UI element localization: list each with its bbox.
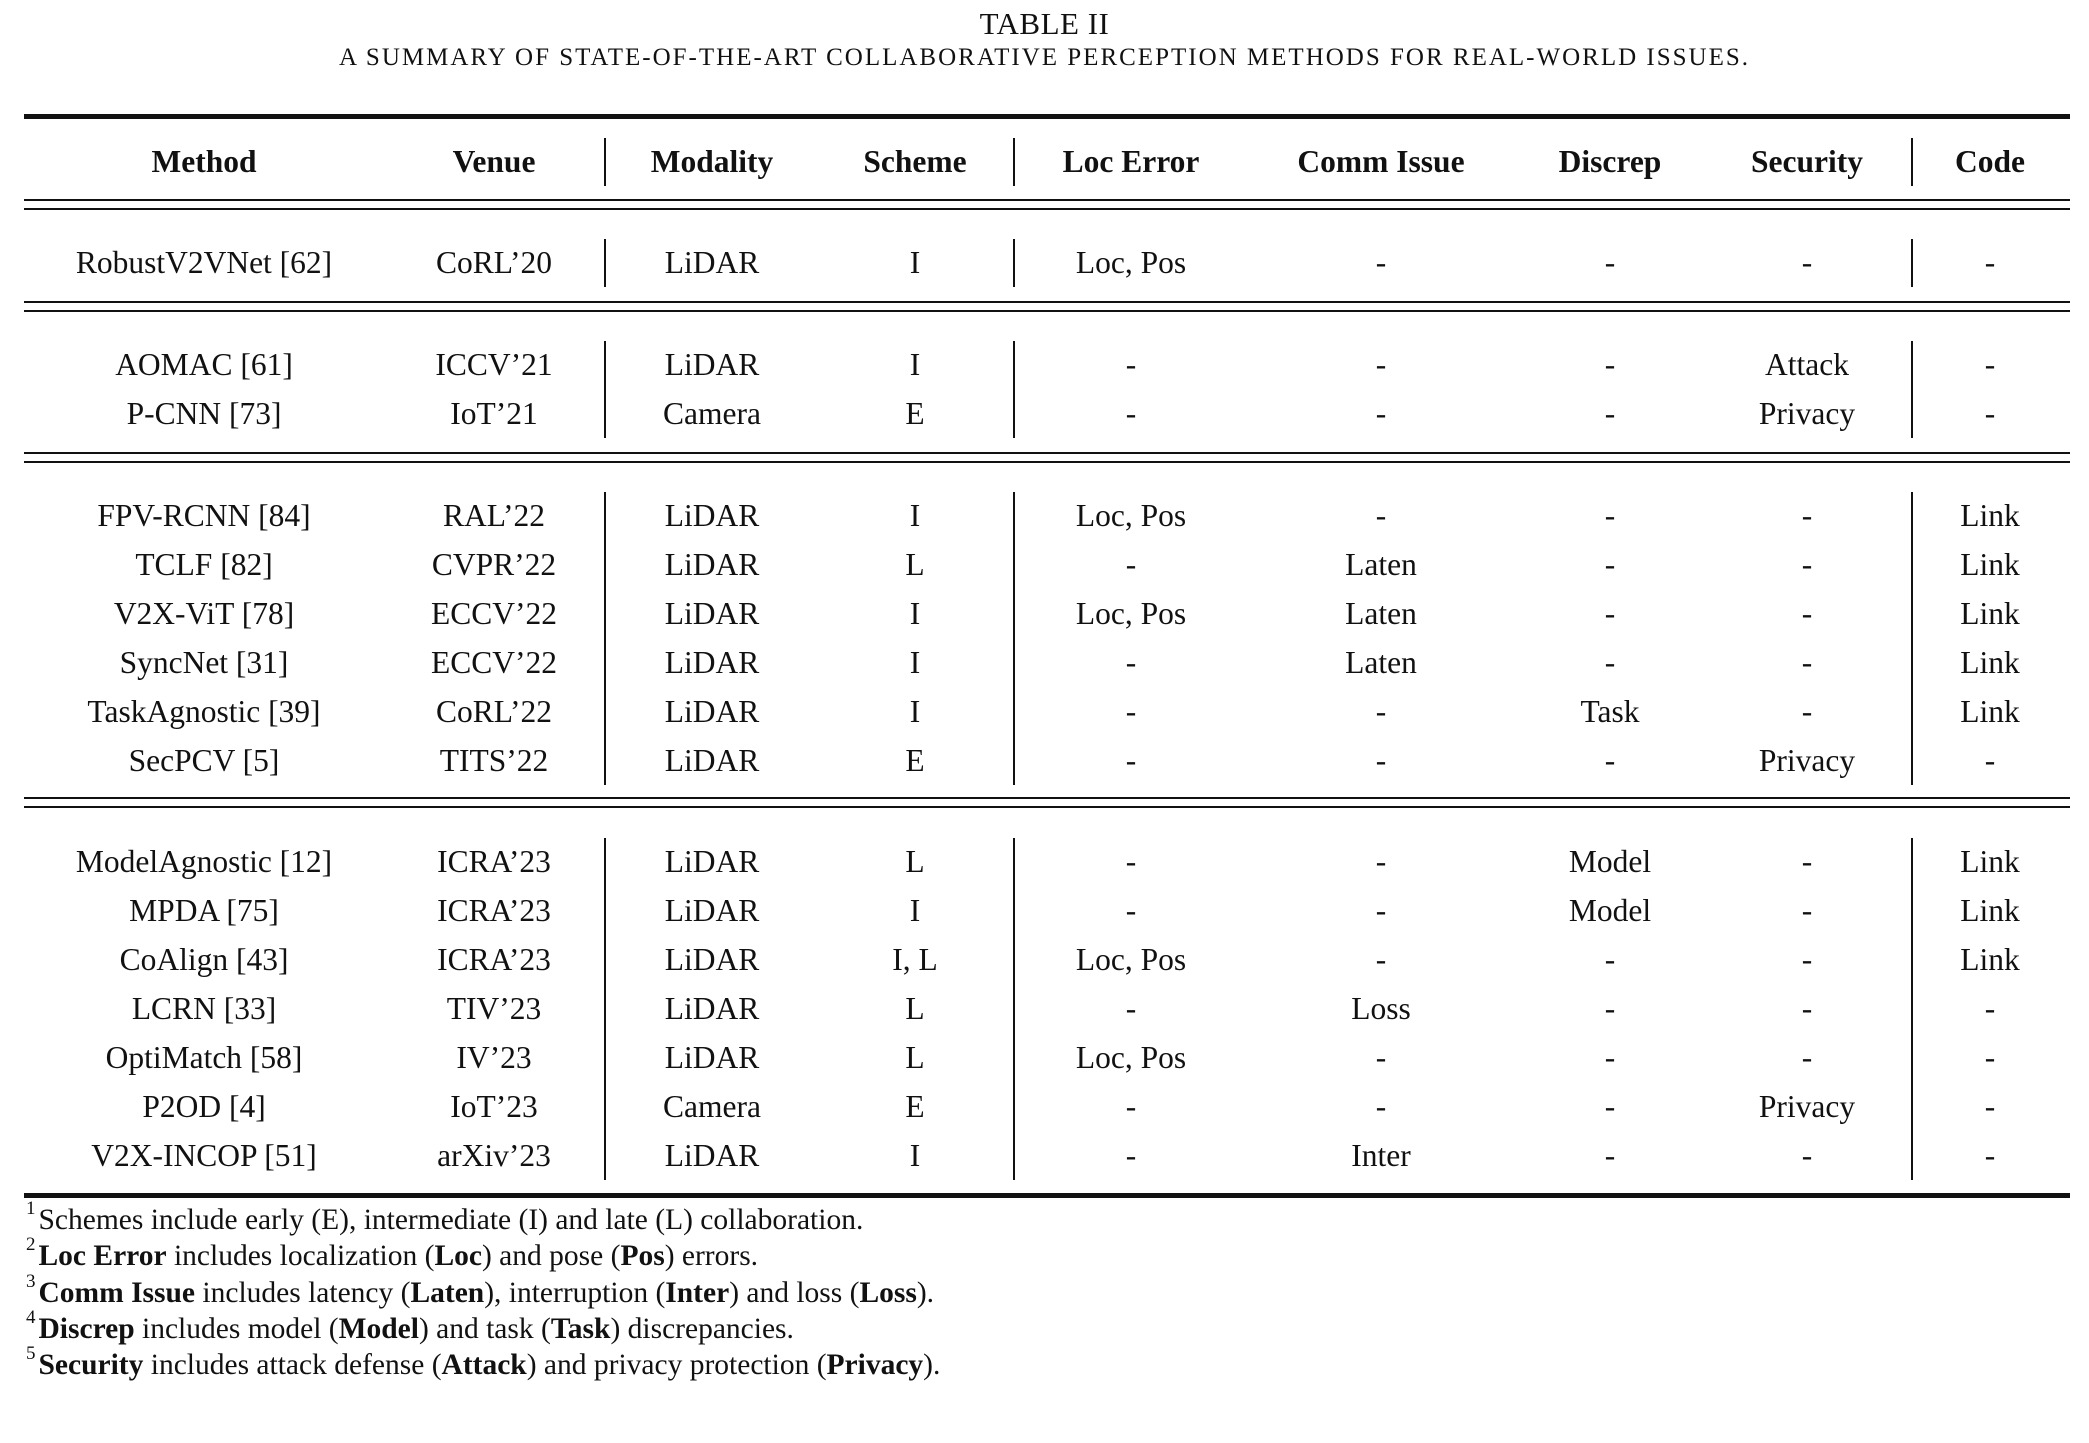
table-cell: -: [1604, 347, 1616, 382]
header-cell: Scheme: [863, 144, 967, 179]
table-cell: I: [909, 645, 921, 680]
table-cell: -: [1801, 1040, 1813, 1075]
table-cell: Link: [1960, 498, 2020, 533]
table-cell: Laten: [1345, 645, 1417, 680]
table-cell: E: [905, 396, 925, 431]
footnote-term: Pos: [620, 1240, 665, 1273]
header-cell: Code: [1955, 144, 2025, 179]
table-cell: Link: [1960, 596, 2020, 631]
table-cell: -: [1801, 1138, 1813, 1173]
table-cell: -: [1801, 893, 1813, 928]
table-cell: FPV-RCNN [84]: [97, 498, 311, 533]
table-cell: -: [1375, 1040, 1387, 1075]
table-cell: -: [1375, 1089, 1387, 1124]
table-cell: Link: [1960, 844, 2020, 879]
table-cell: -: [1125, 1138, 1137, 1173]
table-cell: -: [1801, 547, 1813, 582]
table-cell: Laten: [1345, 596, 1417, 631]
table-cell: LiDAR: [664, 596, 760, 631]
top-rule: [24, 114, 2070, 119]
table-cell: RobustV2VNet [62]: [75, 245, 333, 280]
table-cell: L: [905, 547, 925, 582]
table-cell: TIV’23: [446, 991, 542, 1026]
footnote-text: ), interruption (: [484, 1276, 666, 1309]
footnote-term: Discrep: [38, 1312, 135, 1345]
header-column-divider: [1911, 138, 1913, 186]
table-cell: LiDAR: [664, 694, 760, 729]
table-cell: LCRN [33]: [131, 991, 277, 1026]
table-cell: -: [1125, 694, 1137, 729]
footnote-number: 1: [26, 1198, 36, 1219]
header-cell: Venue: [452, 144, 536, 179]
table-cell: V2X-INCOP [51]: [91, 1138, 317, 1173]
table-cell: LiDAR: [664, 942, 760, 977]
table-cell: Loc, Pos: [1075, 1040, 1187, 1075]
table-cell: -: [1375, 893, 1387, 928]
table-cell: -: [1801, 694, 1813, 729]
table-cell: -: [1801, 596, 1813, 631]
table-cell: LiDAR: [664, 844, 760, 879]
table-cell: -: [1125, 396, 1137, 431]
table-cell: CVPR’22: [431, 547, 557, 582]
table-cell: Inter: [1351, 1138, 1411, 1173]
table-cell: TITS’22: [439, 743, 549, 778]
table-cell: -: [1125, 991, 1137, 1026]
group-separator-line: [24, 452, 2070, 454]
footnote-term: Comm Issue: [38, 1276, 196, 1309]
table-cell: ECCV’22: [431, 645, 557, 680]
group-separator-line: [24, 208, 2070, 210]
footnote-text: ) errors.: [664, 1240, 759, 1273]
table-cell: -: [1604, 991, 1616, 1026]
table-cell: E: [905, 743, 925, 778]
table-cell: Privacy: [1758, 743, 1856, 778]
table-cell: -: [1125, 547, 1137, 582]
table-cell: Model: [1568, 893, 1652, 928]
table-cell: -: [1604, 1089, 1616, 1124]
table-cell: -: [1984, 1040, 1996, 1075]
footnote-text: includes model (: [134, 1312, 339, 1345]
table-cell: Loc, Pos: [1075, 942, 1187, 977]
group-separator-line: [24, 806, 2070, 808]
table-cell: -: [1984, 991, 1996, 1026]
table-cell: -: [1801, 942, 1813, 977]
table-cell: LiDAR: [664, 645, 760, 680]
table-cell: Link: [1960, 694, 2020, 729]
table-cell: -: [1604, 245, 1616, 280]
table-cell: -: [1984, 245, 1996, 280]
table-cell: ICRA’23: [437, 942, 551, 977]
table-cell: -: [1604, 396, 1616, 431]
table-cell: -: [1375, 844, 1387, 879]
table-cell: TaskAgnostic [39]: [87, 694, 321, 729]
table-cell: -: [1375, 743, 1387, 778]
table-cell: I: [909, 1138, 921, 1173]
table-cell: IoT’23: [450, 1089, 538, 1124]
table-cell: I, L: [892, 942, 938, 977]
table-cell: Loss: [1351, 991, 1411, 1026]
table-cell: -: [1375, 694, 1387, 729]
footnote-text: ) and loss (: [729, 1276, 860, 1309]
table-cell: I: [909, 893, 921, 928]
footnote-text: ) and pose (: [481, 1240, 621, 1273]
header-cell: Discrep: [1558, 144, 1662, 179]
table-cell: -: [1801, 245, 1813, 280]
footnote-term: Inter: [665, 1276, 730, 1309]
table-cell: -: [1125, 844, 1137, 879]
table-cell: -: [1604, 1138, 1616, 1173]
footnote-term: Laten: [410, 1276, 485, 1309]
table-title: A SUMMARY OF STATE-OF-THE-ART COLLABORATIVE PERCEPTION METHODS FOR REAL-WORLD ISSUES.: [338, 44, 1750, 71]
footnote-line: [26, 1306, 2066, 1347]
table-cell: Link: [1960, 893, 2020, 928]
table-cell: -: [1375, 245, 1387, 280]
table-cell: -: [1984, 1089, 1996, 1124]
table-cell: LiDAR: [664, 498, 760, 533]
table-cell: L: [905, 1040, 925, 1075]
table-cell: LiDAR: [664, 743, 760, 778]
table-cell: ICCV’21: [435, 347, 553, 382]
table-cell: L: [905, 991, 925, 1026]
table-cell: -: [1801, 991, 1813, 1026]
footnote-text: includes latency (: [195, 1276, 411, 1309]
table-cell: -: [1604, 498, 1616, 533]
table-cell: Loc, Pos: [1075, 498, 1187, 533]
header-cell: Modality: [650, 144, 774, 179]
footnote-term: Loc: [434, 1240, 482, 1273]
group-separator-line: [24, 797, 2070, 799]
table-cell: TCLF [82]: [135, 547, 273, 582]
table-cell: ICRA’23: [437, 844, 551, 879]
footnote-text: includes attack defense (: [143, 1349, 442, 1382]
table-cell: I: [909, 596, 921, 631]
footnote-line: [26, 1343, 2066, 1383]
table-cell: -: [1375, 498, 1387, 533]
table-cell: RAL’22: [442, 498, 546, 533]
footnote-term: Privacy: [826, 1349, 924, 1382]
footnote-text: ).: [923, 1349, 941, 1382]
table-cell: Privacy: [1758, 396, 1856, 431]
table-cell: -: [1125, 893, 1137, 928]
header-cell: Loc Error: [1062, 144, 1200, 179]
table-cell: ICRA’23: [437, 893, 551, 928]
footnotes: [26, 1198, 2066, 1383]
table-cell: Model: [1568, 844, 1652, 879]
table-cell: -: [1375, 347, 1387, 382]
footnote-term: Model: [338, 1312, 419, 1345]
table-cell: V2X-ViT [78]: [113, 596, 295, 631]
footnote-text: ) and privacy protection (: [526, 1349, 827, 1382]
table-cell: -: [1604, 547, 1616, 582]
footnote-term: Attack: [441, 1349, 527, 1382]
footnote-text: includes localization (: [166, 1240, 435, 1273]
table-cell: -: [1801, 498, 1813, 533]
table-cell: I: [909, 498, 921, 533]
table-cell: CoRL’22: [435, 694, 553, 729]
table-cell: -: [1125, 645, 1137, 680]
table-cell: MPDA [75]: [129, 893, 279, 928]
table-cell: ECCV’22: [431, 596, 557, 631]
table-cell: -: [1984, 347, 1996, 382]
table-cell: Laten: [1345, 547, 1417, 582]
group-separator-line: [24, 199, 2070, 201]
table-cell: CoAlign [43]: [119, 942, 289, 977]
footnote-number: 5: [26, 1343, 36, 1365]
table-cell: -: [1984, 396, 1996, 431]
table-cell: -: [1604, 743, 1616, 778]
table-cell: LiDAR: [664, 1138, 760, 1173]
table-cell: OptiMatch [58]: [105, 1040, 303, 1075]
table-label: TABLE II: [979, 6, 1110, 41]
table-cell: -: [1984, 743, 1996, 778]
group-separator-line: [24, 310, 2070, 312]
table-cell: LiDAR: [664, 893, 760, 928]
table-cell: Loc, Pos: [1075, 596, 1187, 631]
footnote-text: ) and task (: [418, 1312, 551, 1345]
group-separator-line: [24, 301, 2070, 303]
table-cell: Link: [1960, 942, 2020, 977]
table-cell: AOMAC [61]: [115, 347, 293, 382]
table-cell: -: [1375, 396, 1387, 431]
table-cell: Camera: [663, 396, 761, 431]
table-cell: -: [1604, 596, 1616, 631]
header-column-divider: [1013, 138, 1015, 186]
table-cell: LiDAR: [664, 991, 760, 1026]
table-cell: I: [909, 347, 921, 382]
table-cell: -: [1125, 347, 1137, 382]
table-cell: Task: [1580, 694, 1640, 729]
footnote-number: 2: [26, 1234, 36, 1256]
table-cell: Link: [1960, 547, 2020, 582]
table-cell: IV’23: [456, 1040, 532, 1075]
footnote-term: Task: [550, 1312, 611, 1345]
footnote-number: 4: [26, 1306, 36, 1328]
table-cell: -: [1604, 645, 1616, 680]
table-cell: ModelAgnostic [12]: [75, 844, 333, 879]
table-cell: LiDAR: [664, 1040, 760, 1075]
table-cell: arXiv’23: [437, 1138, 551, 1173]
table-cell: -: [1801, 844, 1813, 879]
header-cell: Method: [151, 144, 257, 179]
header-cell: Security: [1751, 144, 1863, 179]
footnote-term: Security: [38, 1349, 144, 1382]
table-cell: Attack: [1765, 347, 1849, 382]
table-cell: SyncNet [31]: [119, 645, 289, 680]
footnote-text: ).: [916, 1276, 935, 1309]
header-column-divider: [604, 138, 606, 186]
table-cell: P2OD [4]: [142, 1089, 266, 1124]
table-cell: -: [1125, 1089, 1137, 1124]
table-cell: I: [909, 245, 921, 280]
table-cell: Privacy: [1758, 1089, 1856, 1124]
table-cell: CoRL’20: [435, 245, 553, 280]
table-cell: LiDAR: [664, 245, 760, 280]
header-cell: Comm Issue: [1297, 144, 1465, 179]
footnote-text: ) discrepancies.: [610, 1312, 794, 1345]
table-cell: E: [905, 1089, 925, 1124]
table-cell: Camera: [663, 1089, 761, 1124]
table-cell: SecPCV [5]: [128, 743, 280, 778]
table-cell: LiDAR: [664, 347, 760, 382]
footnote-line: [26, 1198, 2066, 1238]
footnote-term: Loss: [859, 1276, 917, 1309]
table-cell: -: [1604, 942, 1616, 977]
table-cell: -: [1375, 942, 1387, 977]
table-cell: Link: [1960, 645, 2020, 680]
footnote-term: Loc Error: [38, 1240, 167, 1273]
table-cell: LiDAR: [664, 547, 760, 582]
table-cell: P-CNN [73]: [126, 396, 282, 431]
table-cell: -: [1125, 743, 1137, 778]
table-cell: Loc, Pos: [1075, 245, 1187, 280]
table-cell: I: [909, 694, 921, 729]
bottom-rule: [24, 1193, 2070, 1198]
footnote-line: [26, 1270, 2066, 1311]
footnote-line: [26, 1234, 2066, 1274]
footnote-number: 3: [26, 1270, 36, 1292]
group-separator-line: [24, 461, 2070, 463]
footnote-text: Schemes include early (E), intermediate (I) and late (L) collaboration.: [38, 1204, 864, 1236]
table-cell: L: [905, 844, 925, 879]
table-cell: -: [1801, 645, 1813, 680]
table-cell: -: [1604, 1040, 1616, 1075]
table-cell: -: [1984, 1138, 1996, 1173]
table-cell: IoT’21: [450, 396, 538, 431]
